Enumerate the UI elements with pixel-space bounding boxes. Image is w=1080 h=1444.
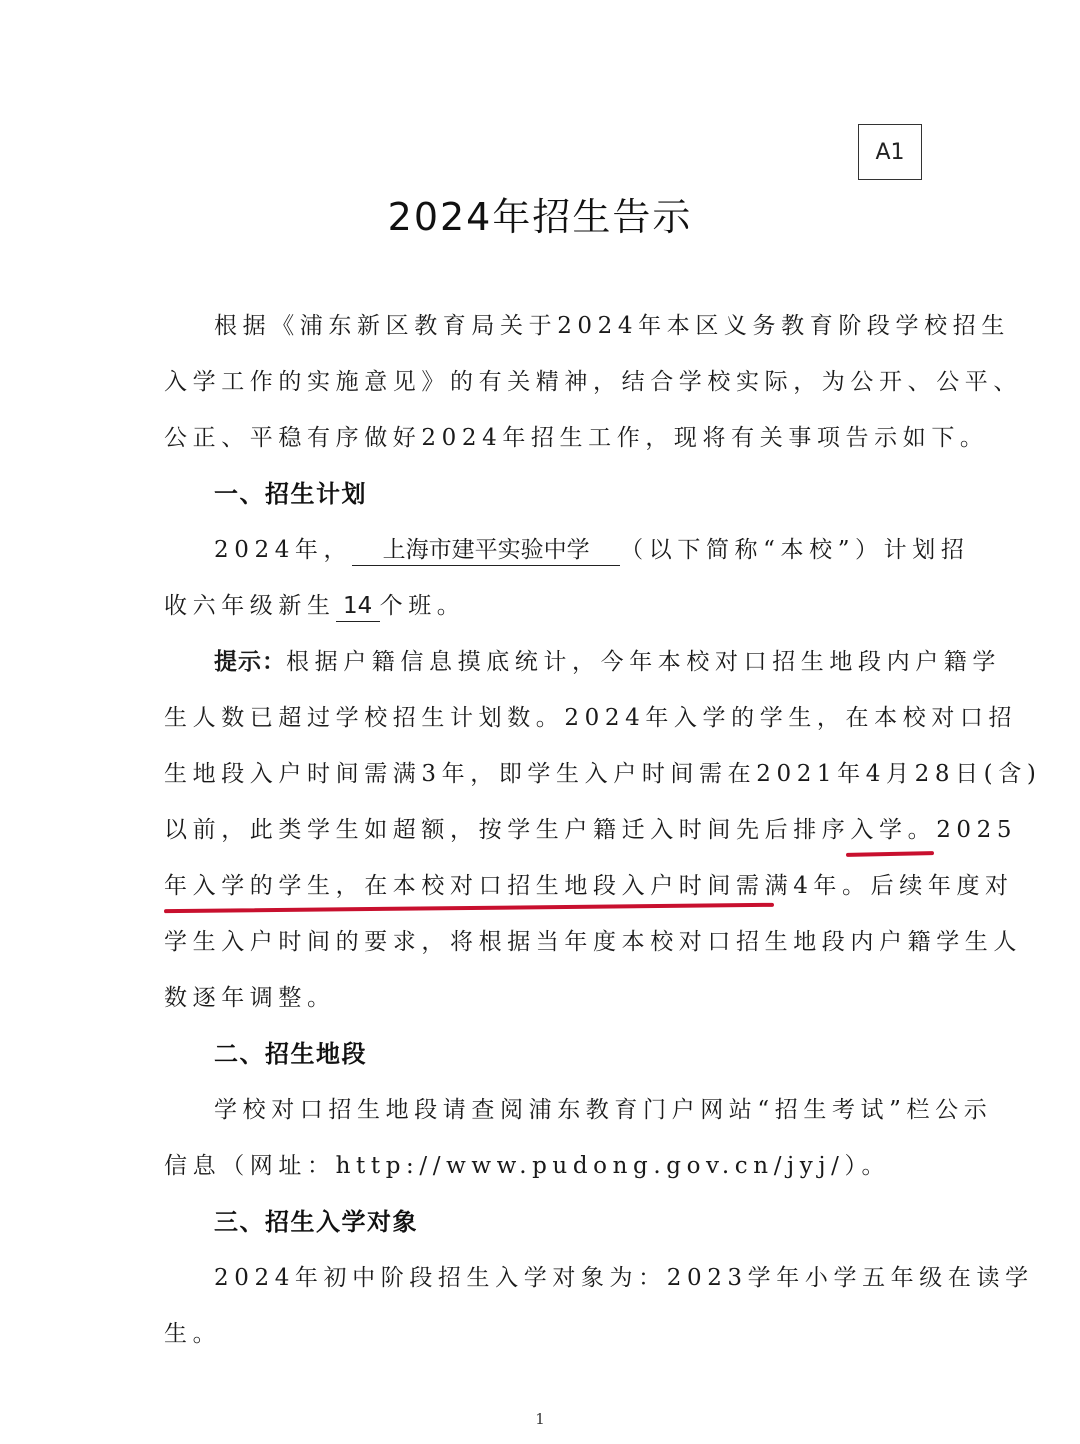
target-line-2: 生。 xyxy=(164,1321,222,1347)
highlight-underline-1 xyxy=(846,851,934,857)
tip-line-1 xyxy=(214,642,1001,682)
intro-line-2: 入学工作的实施意见》的有关精神，结合学校实际，为公开、公平、 xyxy=(164,369,1022,395)
plan-line-1 xyxy=(214,530,970,570)
plan-line2-prefix: 收六年级新生 xyxy=(164,593,336,619)
tip-line-7: 数逐年调整。 xyxy=(164,985,336,1011)
tip-line-6: 学生入户时间的要求，将根据当年度本校对口招生地段内户籍学生人 xyxy=(164,929,1022,955)
section-heading-enrollment-plan: 一、招生计划 xyxy=(214,480,367,508)
section-heading-enrollment-area: 二、招生地段 xyxy=(214,1040,367,1068)
tip-text-4a: 以前，此类学生如超额，按学生户籍迁入时间先后排序入学。 xyxy=(164,817,937,843)
tip-text-5b: 后续年度对 xyxy=(870,873,1014,899)
plan-prefix: 2024年， xyxy=(214,537,353,563)
tip-line-5 xyxy=(164,866,1014,906)
area-line-2: 信息（网址：http://www.pudong.gov.cn/jyj/）。 xyxy=(164,1153,891,1179)
document-title: 2024年招生告示 xyxy=(387,195,693,239)
tip-text-1: 根据户籍信息摸底统计，今年本校对口招生地段内户籍学 xyxy=(286,649,1001,675)
area-line-1: 学校对口招生地段请查阅浦东教育门户网站“招生考试”栏公示 xyxy=(214,1097,993,1123)
plan-line-2 xyxy=(164,586,924,626)
tip-text-4b: 2025 xyxy=(936,817,1018,843)
class-count-fill: 14 xyxy=(336,591,380,622)
plan-line2-suffix: 个班。 xyxy=(379,593,466,619)
section-heading-enrollment-target: 三、招生入学对象 xyxy=(214,1208,418,1236)
document-code-box: A1 xyxy=(858,124,922,180)
intro-line-3: 公正、平稳有序做好2024年招生工作，现将有关事项告示如下。 xyxy=(164,425,989,451)
target-line-1: 2024年初中阶段招生入学对象为：2023学年小学五年级在读学 xyxy=(214,1265,1034,1291)
plan-suffix: （以下简称“本校”）计划招 xyxy=(620,537,970,563)
tip-line-3: 生地段入户时间需满3年，即学生入户时间需在2021年4月28日(含) xyxy=(164,761,1042,787)
tip-line-4 xyxy=(164,810,1018,850)
intro-line-1: 根据《浦东新区教育局关于2024年本区义务教育阶段学校招生 xyxy=(214,313,1010,339)
tip-text-5a: 年入学的学生，在本校对口招生地段入户时间需满4年。 xyxy=(164,873,871,899)
tip-label: 提示： xyxy=(214,649,286,675)
page-number: 1 xyxy=(535,1410,545,1428)
tip-line-2: 生人数已超过学校招生计划数。2024年入学的学生，在本校对口招 xyxy=(164,705,1018,731)
school-name-fill: 上海市建平实验中学 xyxy=(352,535,620,566)
